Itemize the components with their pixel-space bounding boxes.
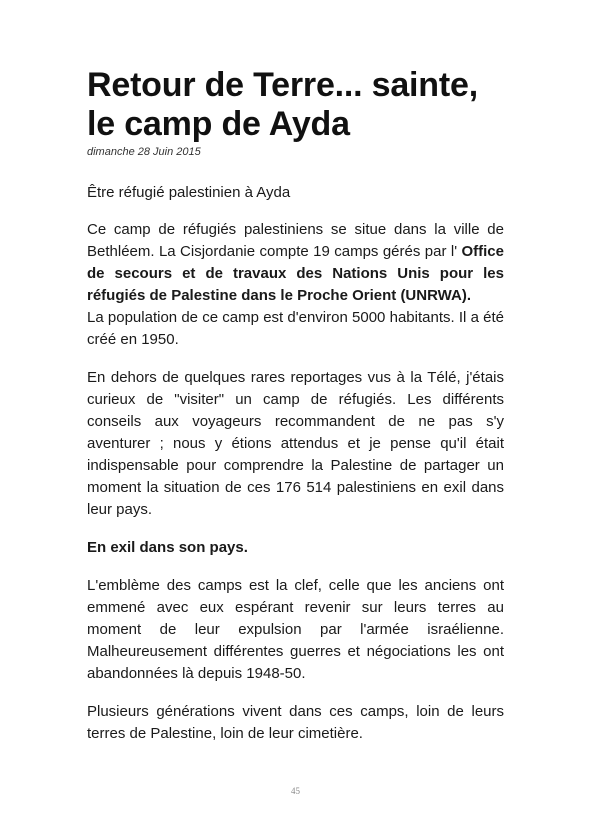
paragraph-1-text: Ce camp de réfugiés palestiniens se situe dans la ville de Bethléem. La Cisjordanie compte 19 camps gérés par l' xyxy=(87,221,504,260)
paragraph-1-continued: La population de ce camp est d'environ 5000 habitants. Il a été créé en 1950. xyxy=(87,309,504,348)
article-date: dimanche 28 Juin 2015 xyxy=(87,146,201,158)
article xyxy=(87,66,504,745)
paragraph-4: Plusieurs générations vivent dans ces camps, loin de leurs terres de Palestine, loin de leur cimetière. xyxy=(87,703,504,742)
paragraph-2: En dehors de quelques rares reportages vus à la Télé, j'étais curieux de "visiter" un camp de réfugiés. Les différents conseils aux voyageurs recommandent de ne pas s'y aventurer ; nous y étions attendus et je pense qu'il était indispensable pour comprendre la Palestine de partager un moment la situation de ces 176 514 palestiniens en exil dans leur pays. xyxy=(87,369,504,518)
section-heading: En exil dans son pays. xyxy=(87,539,248,556)
article-subtitle: Être réfugié palestinien à Ayda xyxy=(87,184,291,201)
paragraph-3: L'emblème des camps est la clef, celle que les anciens ont emmené avec eux espérant revenir sur leurs terres au moment de leur expulsion par l'armée israélienne. Malheureusement différentes guerres et négociations les ont abandonnées là depuis 1948-50. xyxy=(87,577,504,682)
page-number: 45 xyxy=(291,786,300,796)
title-line-2: le camp de Ayda xyxy=(87,105,350,143)
title-line-1: Retour de Terre... sainte, xyxy=(87,66,478,104)
paragraph-1 xyxy=(87,219,504,307)
article-title xyxy=(87,66,504,144)
unrwa-bold-text: Office de secours et de travaux des Nations Unis pour les réfugiés de Palestine dans le Proche Orient (UNRWA). xyxy=(87,243,504,304)
